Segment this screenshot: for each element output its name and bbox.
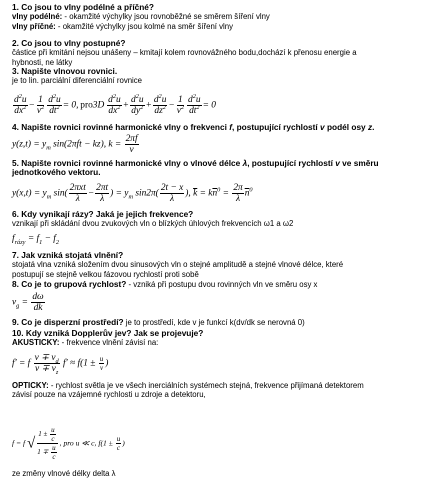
q1-term-1: vlny podélné: <box>12 12 63 22</box>
q1-title: 1. Co jsou to vlny podélné a příčné? <box>12 2 154 12</box>
wave-equation: $\frac{d^2u}{dx^2}$ − $\frac{1}{v^2}$ $\frac{d^2u}{dt^2}$ = 0, pro3D $\frac{d^2u}{dx^2}$ + $\frac{d^2u}{dy^2}$ + $\frac{d^2u}{dz^2}$ − $\frac{1}{v^2}$ $\frac{d^2u}{dt^2}$ = 0 <box>14 92 216 116</box>
q9-line <box>12 318 430 327</box>
optical-line-1 <box>12 381 430 390</box>
acoustic-doppler-formula: f′ = f $\frac{v \mp v_d}{v \mp v_z}$ f′ ≈ f(1 ± $\frac{u}{v}$ ) <box>12 353 109 376</box>
optical-doppler-formula: f = f √ 1 ± $\frac{u}{c}$ 1 ∓ $\frac{u}{c}$ , pro u ≪ c, f(1 ± $\frac{u}{c}$ ) <box>12 426 125 461</box>
q9-text: je to prostředí, kde v je funkcí k(dv/dk se nerovná 0) <box>123 318 305 327</box>
pro-word: pro <box>80 100 93 111</box>
q7-line-2: postupují se stejně velkou fázovou rychlostí proti sobě <box>12 269 199 279</box>
q2-line-1: částice při kmitání nejsou unášeny – kmitají kolem rovnovážného bodu,dochází k přenosu energie a <box>12 48 357 58</box>
optical-block <box>12 381 430 399</box>
acoustic-line <box>12 338 430 347</box>
q8-title: 8. Co je to grupová rychlost? <box>12 279 127 289</box>
last-line: ze změny vlnové délky delta λ <box>12 469 116 478</box>
last-line-block <box>12 469 430 478</box>
q1-def-1: - okamžité výchylky jsou rovnoběžné se směrem šíření vlny <box>62 12 270 22</box>
question-5 <box>12 159 430 178</box>
q3-line-1: je to lin. parciální diferenciální rovnice <box>12 76 143 86</box>
q1-def-2: - okamžité výchylky jsou kolmé na směr šíření vlny <box>55 21 233 31</box>
optical-label: OPTICKY: <box>12 381 49 390</box>
acoustic-label: AKUSTICKY: <box>12 338 60 348</box>
harmonic-wave-equation-f: $y(z,t) = y_m$ sin(2πft − kz), k = $\frac{2\pi f}{v}$ <box>12 134 138 155</box>
question-10 <box>12 329 430 348</box>
q7-line-1: stojatá vlna vzniká složením dvou sinusových vln o stejné amplitudě a stejné vlnové délce, které <box>12 260 344 270</box>
question-4 <box>12 123 430 132</box>
q6-title: 6. Kdy vynikají rázy? Jaká je jejich frekvence? <box>12 209 194 219</box>
q10-title: 10. Kdy vzniká Dopplerův jev? Jak se projevuje? <box>12 328 204 338</box>
q2-title: 2. Co jsou to vlny postupné? <box>12 38 126 48</box>
q2-line-2: hybnosti, ne látky <box>12 57 73 67</box>
group-velocity-formula: $v_g$ = $\frac{d\omega}{dk}$ <box>12 292 44 313</box>
beat-frequency-formula: $f_{rázy} = f_1 - f_2$ <box>12 234 60 246</box>
q9-title: 9. Co je disperzní prostředí? <box>12 317 124 327</box>
question-2 <box>12 39 430 67</box>
q5-title-line-2: jednotkového vektoru. <box>12 167 101 178</box>
q5-title-line-1: 5. Napište rovnici rovinné harmonické vlny o vlnové délce λ, postupující rychlostí v ve směru <box>12 158 379 168</box>
q8-line <box>12 280 430 289</box>
question-1 <box>12 3 430 31</box>
question-3 <box>12 67 430 86</box>
q1-line-1 <box>12 12 430 21</box>
q1-term-2: vlny příčné: <box>12 21 56 31</box>
q3-title: 3. Napište vlnovou rovnici. <box>12 66 118 76</box>
harmonic-wave-equation-lambda: $y(x,t) = y_m$ sin( $\frac{\text{2πxt}}{\lambda}$ − $\frac{2\pi t}{\lambda}$ ) = $y_m$ sin2π( $\frac{2t - x}{\lambda}$ ), $\overline{k} = k\overline{n}^0$ = $\frac{2\pi}{\lambda}$ $\overline{n}^0$ <box>12 183 253 204</box>
q6-line-1: vznikají při skládání dvou zvukových vln o blízkých úhlových frekvencích ω1 a ω2 <box>12 219 294 229</box>
acoustic-text: - frekvence vlnění závisí na: <box>59 338 159 348</box>
q1-line-2 <box>12 22 430 31</box>
q8-text: - vzniká při postupu dvou rovinných vln ve směru osy x <box>126 280 318 289</box>
question-6 <box>12 210 430 229</box>
q4-title: 4. Napište rovnici rovinné harmonické vlny o frekvenci f, postupující rychlostí v podél osy z. <box>12 122 375 132</box>
question-9 <box>12 318 430 327</box>
optical-line-2: závisí pouze na vzájemné rychlosti u zdroje a detektoru, <box>12 390 206 400</box>
question-7 <box>12 251 430 279</box>
question-8 <box>12 280 430 289</box>
optical-text: - rychlost světla je ve všech inerciálních systémech stejná, frekvence přijímaná detektorem <box>48 381 364 390</box>
q7-title: 7. Jak vzniká stojatá vlnění? <box>12 250 124 260</box>
